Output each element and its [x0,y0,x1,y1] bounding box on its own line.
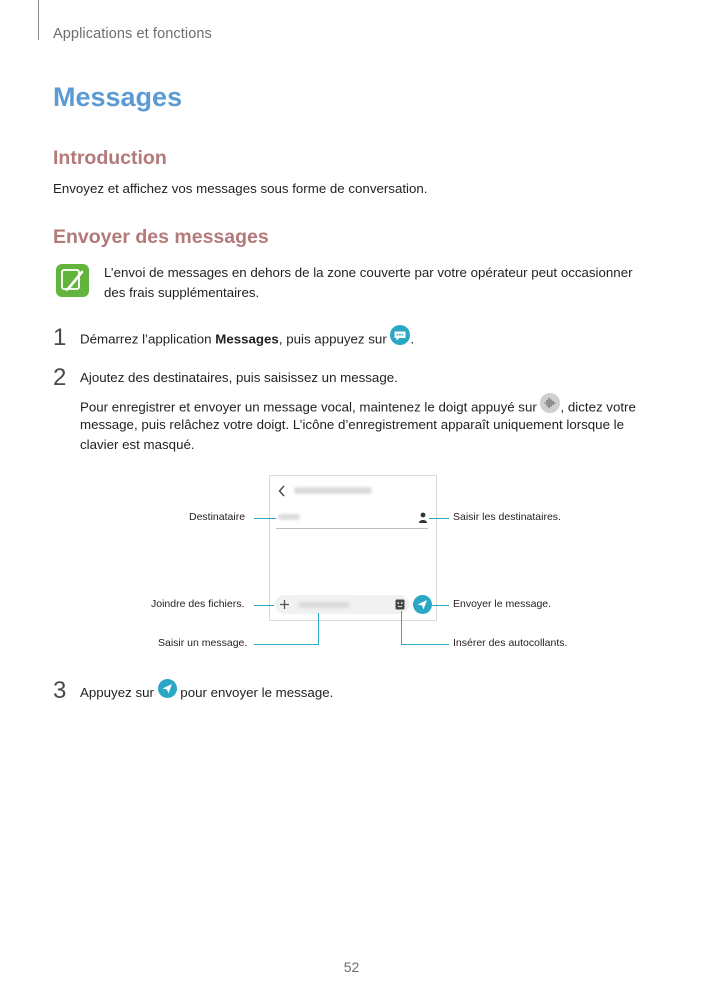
section-header: Applications et fonctions [53,26,212,42]
attach-plus-icon [279,599,290,610]
callout-attach-files: Joindre des fichiers. [151,598,245,610]
recipient-divider [276,528,428,529]
sticker-icon [395,599,405,610]
contact-icon [418,512,428,523]
callout-enter-message-line-h [254,644,319,645]
callout-insert-stickers: Insérer des autocollants. [453,637,568,649]
step-2-detail-line1a: Pour enregistrer et envoyer un message vocal, maintenez le doigt appuyé sur [80,399,541,415]
callout-insert-stickers-line-v [401,611,402,645]
step-3-text [80,681,333,706]
message-input-placeholder [298,602,350,608]
compose-message-icon [390,325,410,351]
introduction-text: Envoyez et affichez vos messages sous forme de conversation. [53,181,428,196]
step-2-detail-line1b: , dictez votre [560,399,636,415]
step-3-number: 3 [53,677,67,704]
step-2-text: Ajoutez des destinataires, puis saisissez un message. [80,370,398,385]
messages-screen-illustration [269,475,437,621]
callout-attach-files-line [254,605,274,606]
step-1-number: 1 [53,324,67,351]
step-1-after: , puis appuyez sur [278,331,391,347]
recipient-placeholder [278,514,300,520]
callout-enter-message: Saisir un message. [158,637,248,649]
callout-recipient-line [254,518,276,519]
send-icon [413,595,432,614]
callout-send-message: Envoyer le message. [453,598,552,610]
header-rule [38,0,39,40]
callout-insert-stickers-line-h [401,644,449,645]
callout-enter-recipients-line [429,518,449,519]
note-icon [56,264,89,297]
callout-enter-message-line-v [318,613,319,645]
page-number: 52 [343,959,360,975]
callout-recipient: Destinataire [189,511,246,523]
step-2-number: 2 [53,364,67,391]
introduction-heading: Introduction [53,147,167,169]
step-2-detail-line3: clavier est masqué. [80,437,195,452]
step-3-after: pour envoyer le message. [176,685,334,701]
step-1-app-name: Messages [215,331,279,347]
conversation-title-placeholder [294,487,372,494]
page-title: Messages [53,82,183,112]
callout-send-message-line [432,605,449,606]
step-2-detail-line2: message, puis relâchez votre doigt. L’icône d’enregistrement apparaît uniquement lorsque le [80,417,625,432]
callout-enter-recipients: Saisir les destinataires. [453,511,561,523]
note-text-line1: L’envoi de messages en dehors de la zone couverte par votre opérateur peut occasionner [104,265,633,280]
back-icon [277,484,287,498]
step-1-end: . [410,331,415,347]
send-icon [158,679,177,704]
step-1-before: Démarrez l’application [80,331,216,347]
step-1-text [80,327,414,353]
send-messages-heading: Envoyer des messages [53,226,269,248]
note-text-line2: des frais supplémentaires. [104,285,260,300]
step-3-before: Appuyez sur [80,685,158,701]
